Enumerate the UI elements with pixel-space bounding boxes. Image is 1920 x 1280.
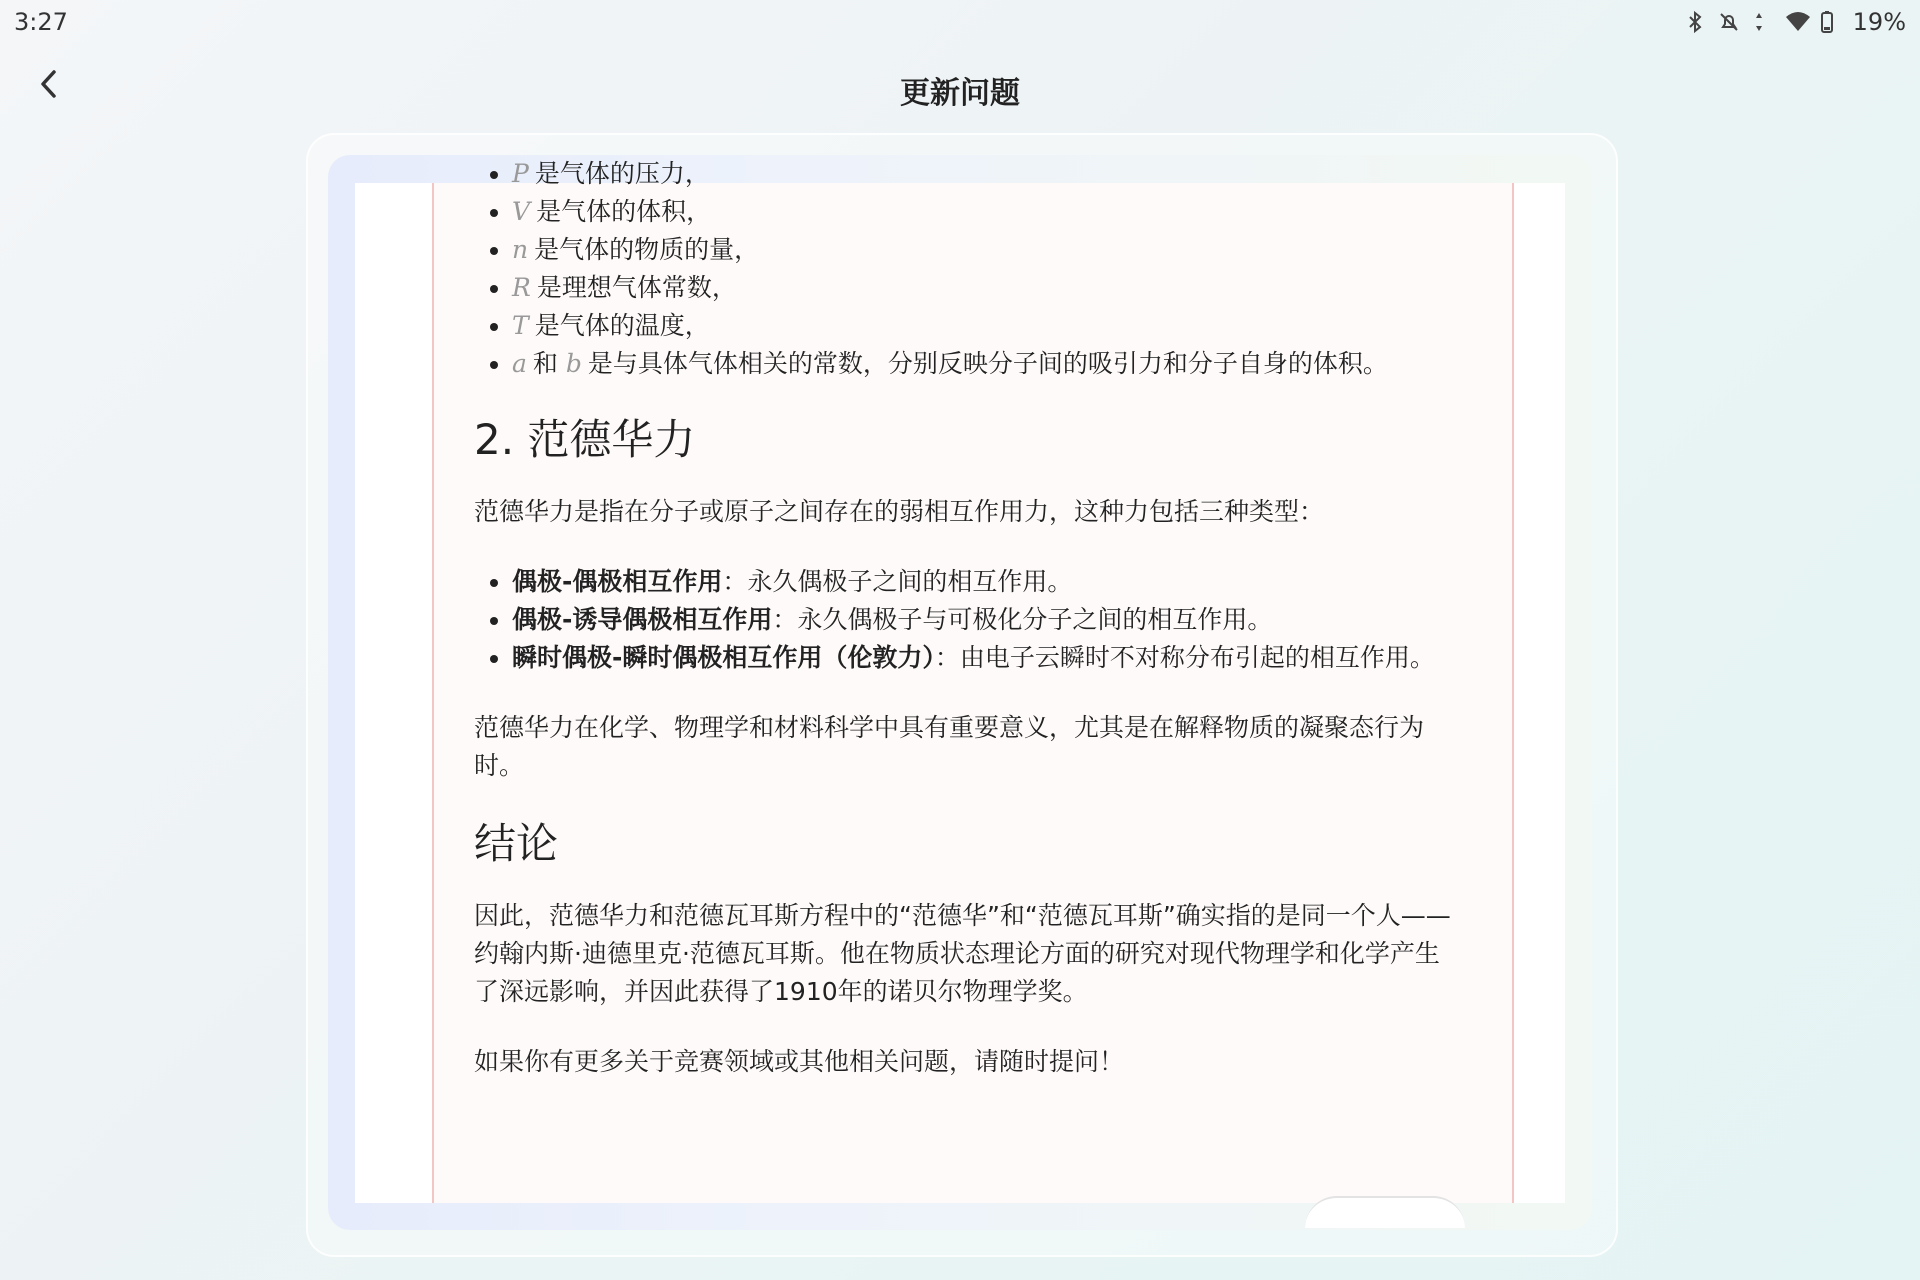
list-item: [512, 231, 1464, 269]
var-symbol: b: [565, 349, 582, 378]
definition: ：由电子云瞬时不对称分布引起的相互作用。: [934, 643, 1435, 672]
status-bar: [0, 0, 1920, 44]
paragraph: 范德华力在化学、物理学和材料科学中具有重要意义，尤其是在解释物质的凝聚态行为时。: [474, 713, 1425, 780]
var-symbol: n: [512, 235, 529, 264]
document-viewport[interactable]: [355, 159, 1565, 1203]
var-text: 是理想气体常数，: [536, 273, 737, 302]
battery-percent: 19%: [1852, 8, 1906, 36]
var-symbol: V: [512, 197, 531, 226]
var-text: 是气体的压力，: [534, 159, 710, 188]
definition: ：永久偶极子之间的相互作用。: [722, 567, 1073, 596]
wifi-icon: [1785, 10, 1809, 34]
paragraph: 因此，范德华力和范德瓦耳斯方程中的“范德华”和“范德瓦耳斯”确实指的是同一个人——约翰内斯·迪德里克·范德瓦耳斯。他在物质状态理论方面的研究对现代物理学和化学产生了深远影响，并因此获得了1910年的诺贝尔物理学奖。: [474, 901, 1451, 1006]
notifications-off-icon: [1717, 10, 1741, 34]
variable-list: [474, 155, 1464, 383]
definition: ：永久偶极子与可极化分子之间的相互作用。: [772, 605, 1273, 634]
data-arrows-icon: [1751, 10, 1775, 34]
var-joiner: 和: [532, 349, 558, 378]
list-item: [512, 601, 1464, 639]
var-text: 是气体的物质的量，: [534, 235, 760, 264]
section-heading: 2. 范德华力: [474, 415, 696, 464]
status-time: 3:27: [14, 8, 68, 36]
term: 偶极-偶极相互作用: [512, 567, 723, 596]
bottom-action-button[interactable]: [1305, 1196, 1465, 1228]
var-text: 是气体的体积，: [536, 197, 712, 226]
list-item: [512, 155, 1464, 193]
list-item: [512, 193, 1464, 231]
list-item: [512, 307, 1464, 345]
var-text: 是气体的温度，: [534, 311, 710, 340]
section-heading: 结论: [474, 819, 559, 868]
list-item: [512, 345, 1464, 383]
battery-icon: [1819, 10, 1843, 34]
bluetooth-icon: [1683, 10, 1707, 34]
var-symbol: R: [512, 273, 531, 302]
paragraph: 如果你有更多关于竞赛领域或其他相关问题，请随时提问！: [474, 1047, 1125, 1076]
var-symbol: T: [512, 311, 529, 340]
var-symbol: a: [512, 349, 527, 378]
page-title: 更新问题: [900, 76, 1020, 111]
document-content: [474, 155, 1464, 1113]
paragraph: 范德华力是指在分子或原子之间存在的弱相互作用力，这种力包括三种类型：: [474, 497, 1325, 526]
list-item: [512, 269, 1464, 307]
list-item: [512, 563, 1464, 601]
var-symbol: P: [512, 159, 529, 188]
document-page[interactable]: [432, 159, 1514, 1203]
var-text: 是与具体气体相关的常数，分别反映分子间的吸引力和分子自身的体积。: [587, 349, 1388, 378]
status-icons: [1683, 8, 1906, 36]
force-type-list: [474, 563, 1464, 677]
term: 偶极-诱导偶极相互作用: [512, 605, 773, 634]
list-item: [512, 639, 1464, 677]
term: 瞬时偶极-瞬时偶极相互作用（伦敦力）: [512, 643, 935, 672]
